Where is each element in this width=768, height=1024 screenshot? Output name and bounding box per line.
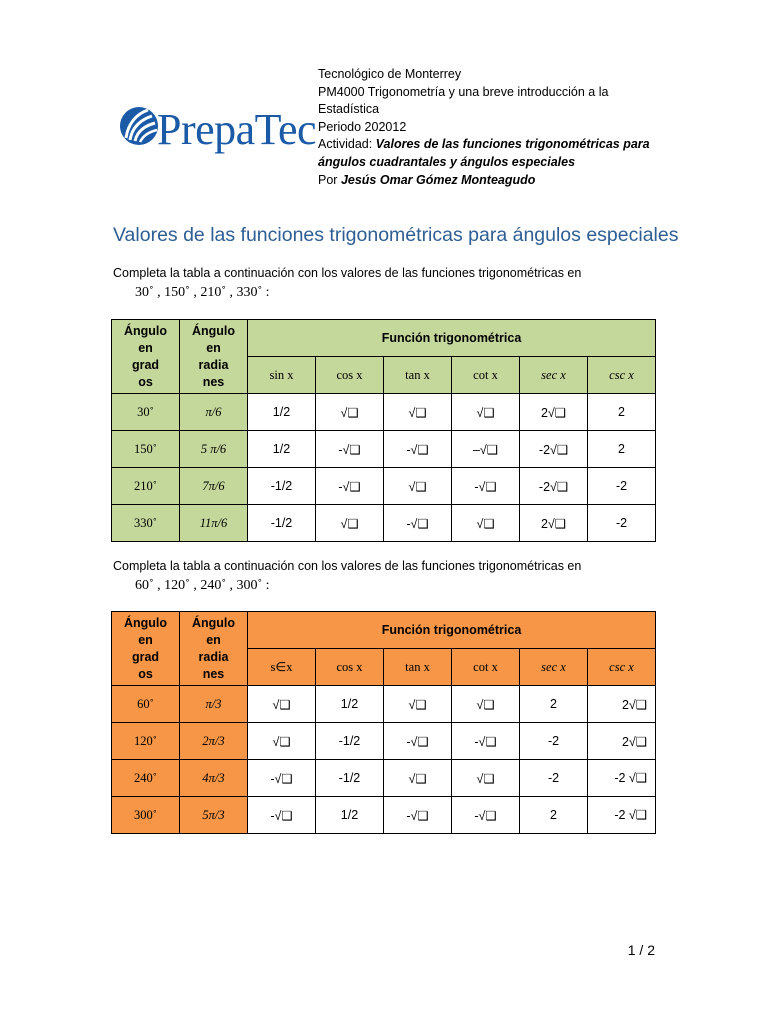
- header-fn-cell: cot x: [452, 357, 520, 394]
- author-prefix: Por: [318, 172, 341, 187]
- angle-radians: 7π/6: [180, 468, 248, 505]
- header-fn-cell: cos x: [316, 357, 384, 394]
- value-cell: -√❑: [384, 723, 452, 760]
- header-degrees-line: Ángulo: [123, 323, 168, 338]
- value-cell: √❑: [384, 468, 452, 505]
- value-cell: 2: [588, 394, 656, 431]
- value-cell: -2: [520, 760, 588, 797]
- header-degrees-line: grad: [131, 357, 160, 372]
- activity-title-cont: ángulos cuadrantales y ángulos especiales: [318, 154, 576, 169]
- value-cell: -1/2: [316, 760, 384, 797]
- value-cell: -2 √❑: [588, 797, 656, 834]
- header-degrees-line: Ángulo: [123, 615, 168, 630]
- angle-degrees: 300˚: [112, 797, 180, 834]
- header-fn-cell: cos x: [316, 649, 384, 686]
- header-radians-line: nes: [202, 666, 225, 681]
- value-cell: -√❑: [316, 468, 384, 505]
- instruction-1: [113, 263, 655, 303]
- document-header: [318, 66, 648, 189]
- value-cell: √❑: [384, 686, 452, 723]
- header-degrees-line: en: [138, 340, 153, 355]
- value-cell: 2: [588, 431, 656, 468]
- instruction-2-text: Completa la tabla a continuación con los valores de las funciones trigonométricas en: [113, 559, 582, 573]
- header-function-group: Función trigonométrica: [248, 612, 656, 649]
- header-radians: [180, 320, 248, 394]
- angle-radians: 11π/6: [180, 505, 248, 542]
- value-cell: -√❑: [452, 797, 520, 834]
- value-cell: 1/2: [316, 797, 384, 834]
- value-cell: 1/2: [248, 394, 316, 431]
- value-cell: -√❑: [384, 431, 452, 468]
- angles-2: 60˚ , 120˚ , 240˚ , 300˚ :: [135, 578, 270, 593]
- header-radians-line: en: [206, 632, 221, 647]
- instruction-2: [113, 556, 655, 596]
- value-cell: √❑: [452, 686, 520, 723]
- value-cell: √❑: [452, 394, 520, 431]
- angle-radians: π/3: [180, 686, 248, 723]
- angles-1: 30˚ , 150˚ , 210˚ , 330˚ :: [135, 285, 270, 300]
- table-row: [112, 760, 656, 797]
- header-radians-line: Ángulo: [191, 615, 236, 630]
- header-degrees-line: os: [138, 666, 153, 681]
- value-cell: √❑: [316, 505, 384, 542]
- value-cell: 2√❑: [588, 723, 656, 760]
- value-cell: 2√❑: [588, 686, 656, 723]
- trig-table-1: [111, 319, 656, 542]
- value-cell: 2: [520, 797, 588, 834]
- value-cell: -1/2: [248, 505, 316, 542]
- value-cell: √❑: [384, 760, 452, 797]
- value-cell: √❑: [384, 394, 452, 431]
- angle-radians: 5 π/6: [180, 431, 248, 468]
- header-fn-cell: cot x: [452, 649, 520, 686]
- value-cell: √❑: [452, 505, 520, 542]
- value-cell: -√❑: [316, 431, 384, 468]
- header-fn-cell: csc x: [588, 357, 656, 394]
- angle-degrees: 150˚: [112, 431, 180, 468]
- header-radians: [180, 612, 248, 686]
- angle-degrees: 240˚: [112, 760, 180, 797]
- value-cell: 2√❑: [520, 505, 588, 542]
- page-number: 1 / 2: [627, 942, 655, 958]
- value-cell: √❑: [248, 686, 316, 723]
- table-row: [112, 394, 656, 431]
- course-cont: Estadística: [318, 102, 380, 117]
- value-cell: -1/2: [316, 723, 384, 760]
- header-fn-cell: sec x: [520, 357, 588, 394]
- value-cell: -√❑: [248, 797, 316, 834]
- table-row: [112, 431, 656, 468]
- header-radians-line: nes: [202, 374, 225, 389]
- value-cell: -2√❑: [520, 431, 588, 468]
- value-cell: 2: [520, 686, 588, 723]
- header-degrees-line: os: [138, 374, 153, 389]
- value-cell: 1/2: [316, 686, 384, 723]
- value-cell: 1/2: [248, 431, 316, 468]
- header-fn-cell: csc x: [588, 649, 656, 686]
- header-fn-cell: s∈x: [248, 649, 316, 686]
- activity-title: Valores de las funciones trigonométricas para: [375, 137, 650, 152]
- institution: Tecnológico de Monterrey: [318, 67, 462, 81]
- table-row: [112, 468, 656, 505]
- value-cell: –√❑: [452, 431, 520, 468]
- value-cell: 2√❑: [520, 394, 588, 431]
- trig-table-2: [111, 611, 656, 834]
- value-cell: √❑: [452, 760, 520, 797]
- table-row: [112, 505, 656, 542]
- author-line: [318, 172, 648, 190]
- activity: [318, 136, 648, 154]
- value-cell: √❑: [316, 394, 384, 431]
- value-cell: -2 √❑: [588, 760, 656, 797]
- header-function-group: Función trigonométrica: [248, 320, 656, 357]
- angle-degrees: 210˚: [112, 468, 180, 505]
- instruction-1-text: Completa la tabla a continuación con los valores de las funciones trigonométricas en: [113, 266, 582, 280]
- value-cell: √❑: [248, 723, 316, 760]
- angle-degrees: 120˚: [112, 723, 180, 760]
- header-degrees: [112, 612, 180, 686]
- page-title: Valores de las funciones trigonométricas para ángulos especiales: [113, 224, 679, 246]
- table-row: [112, 797, 656, 834]
- value-cell: -√❑: [248, 760, 316, 797]
- angle-radians: 5π/3: [180, 797, 248, 834]
- header-fn-cell: tan x: [384, 357, 452, 394]
- value-cell: -2: [520, 723, 588, 760]
- author: Jesús Omar Gómez Monteagudo: [340, 172, 536, 187]
- angle-degrees: 30˚: [112, 394, 180, 431]
- value-cell: -√❑: [384, 505, 452, 542]
- course: PM4000 Trigonometría y una breve introducción a la: [318, 84, 609, 99]
- header-degrees-line: grad: [131, 649, 160, 664]
- value-cell: -√❑: [452, 723, 520, 760]
- value-cell: -2√❑: [520, 468, 588, 505]
- value-cell: -2: [588, 505, 656, 542]
- header-fn-cell: tan x: [384, 649, 452, 686]
- header-degrees: [112, 320, 180, 394]
- header-radians-line: radia: [198, 649, 229, 664]
- table-row: [112, 686, 656, 723]
- period: Periodo 202012: [318, 119, 407, 134]
- header-fn-cell: sin x: [248, 357, 316, 394]
- activity-prefix: Actividad:: [318, 137, 376, 152]
- logo-text: PrepaTec: [157, 105, 317, 154]
- header-fn-cell: sec x: [520, 649, 588, 686]
- angle-radians: π/6: [180, 394, 248, 431]
- value-cell: -1/2: [248, 468, 316, 505]
- header-radians-line: en: [206, 340, 221, 355]
- header-degrees-line: en: [138, 632, 153, 647]
- header-radians-line: Ángulo: [191, 323, 236, 338]
- value-cell: -√❑: [384, 797, 452, 834]
- value-cell: -√❑: [452, 468, 520, 505]
- header-radians-line: radia: [198, 357, 229, 372]
- angle-radians: 4π/3: [180, 760, 248, 797]
- value-cell: -2: [588, 468, 656, 505]
- angle-degrees: 330˚: [112, 505, 180, 542]
- angle-radians: 2π/3: [180, 723, 248, 760]
- table-row: [112, 723, 656, 760]
- angle-degrees: 60˚: [112, 686, 180, 723]
